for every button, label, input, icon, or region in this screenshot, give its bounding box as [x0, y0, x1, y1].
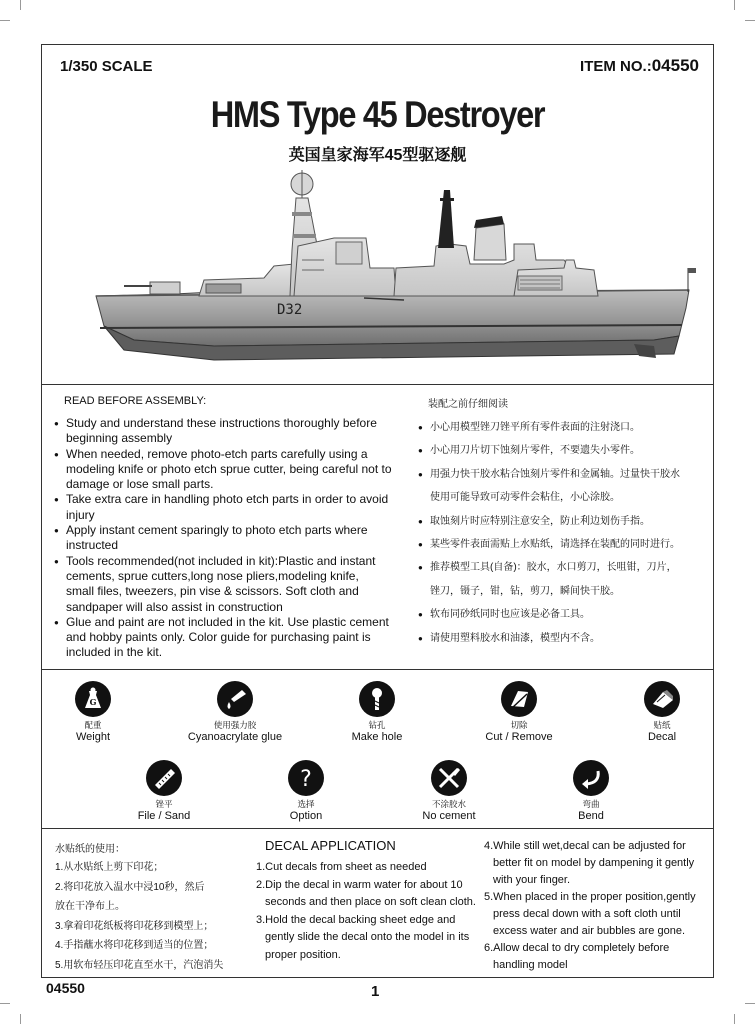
- list-item: ● 小心用刀片切下蚀刻片零件，不要遗失小零件。: [418, 439, 704, 462]
- symbol-weight: G 配重 Weight: [28, 681, 158, 744]
- list-item: 放在干净布上。: [55, 901, 125, 912]
- decal-steps-cn: [55, 858, 223, 975]
- scale-label: 1/350 SCALE: [60, 58, 153, 75]
- no-cement-icon: [431, 760, 467, 796]
- read-before-title-cn: 装配之前仔细阅读: [428, 399, 508, 410]
- list-item: ● Study and understand these instructions thoroughly before beginning assembly: [54, 416, 408, 447]
- divider: [41, 669, 714, 670]
- crop-mark: [745, 1003, 755, 1004]
- list-item: 2.Dip the decal in warm water for about 10 seconds and then place on soft clean cloth.: [256, 878, 476, 908]
- list-item: ● Take extra care in handling photo etch parts in order to avoid injury: [54, 492, 408, 523]
- question-icon: [288, 760, 324, 796]
- page-subtitle-cn: 英国皇家海军45型驱逐舰: [288, 147, 467, 164]
- list-item: 4.While still wet,decal can be adjusted for better fit on model by dampening it gently with your finger.: [484, 840, 695, 886]
- list-item: 5.When placed in the proper position,gently press decal down with a soft cloth until excess water and air bubbles are gone.: [484, 891, 696, 937]
- decal-application-title: DECAL APPLICATION: [265, 838, 396, 853]
- crop-mark: [20, 0, 21, 10]
- list-item: 2.将印花放入温水中浸10秒，然后: [55, 881, 205, 893]
- crop-mark: [734, 1014, 735, 1024]
- list-item: 4.手指蘸水将印花移到适当的位置；: [55, 940, 214, 951]
- svg-text:G: G: [89, 697, 97, 707]
- list-item: ● 用强力快干胶水粘合蚀刻片零件和金属轴。过量快干胶水 使用可能导致可动零件会粘住，小心涂胶。: [418, 463, 704, 510]
- decal-icon: [644, 681, 680, 717]
- symbol-no-cement: 不涂胶水 No cement: [384, 760, 514, 823]
- symbol-decal: 贴纸 Decal: [597, 681, 727, 744]
- weight-icon: [75, 681, 111, 717]
- list-item: ● 小心用模型锉刀锉平所有零件表面的注射浇口。: [418, 416, 704, 439]
- symbol-cut: 切除 Cut / Remove: [454, 681, 584, 744]
- symbol-option: ? 选择 Option: [241, 760, 371, 823]
- symbol-bend: 弯曲 Bend: [526, 760, 656, 823]
- item-number-label: [580, 56, 699, 76]
- page-number: 1: [371, 983, 380, 1000]
- list-item: ● 软布同砂纸同时也应该是必备工具。: [418, 603, 704, 626]
- glue-drop-icon: [217, 681, 253, 717]
- read-before-list-cn: [418, 416, 704, 650]
- divider: [41, 828, 714, 829]
- list-item: ● 推荐模型工具(自备)：胶水，水口剪刀，长咀钳，刀片， 锉刀，镊子，钳，钻，剪刀，瞬间快干胶。: [418, 556, 704, 603]
- crop-mark: [0, 1003, 10, 1004]
- item-number: 04550: [651, 56, 699, 75]
- decal-steps-left: [256, 859, 484, 964]
- decal-steps-right: [484, 838, 710, 974]
- list-item: 3.拿着印花纸板将印花移到模型上；: [55, 920, 214, 932]
- list-item: ● 请使用塑料胶水和油漆，模型内不含。: [418, 627, 704, 650]
- destroyer-illustration: [94, 168, 704, 368]
- list-item: 6.Allow decal to dry completely before handling model: [484, 942, 670, 971]
- symbol-file: 锉平 File / Sand: [99, 760, 229, 823]
- list-item: ● Tools recommended(not included in kit):Plastic and instant cements, sprue cutters,long nose pliers,modeling knife, small files, tweezers, pin vise & scissors. Soft cloth and sandpaper will also assist in construction: [54, 554, 408, 615]
- symbol-drill: 钻孔 Make hole: [312, 681, 442, 744]
- crop-mark: [745, 20, 755, 21]
- list-item: ● 取蚀刻片时应特别注意安全，防止利边划伤手指。: [418, 510, 704, 533]
- footer-item-number: 04550: [46, 980, 85, 996]
- knife-cut-icon: [501, 681, 537, 717]
- item-label: ITEM NO.:: [580, 58, 652, 75]
- list-item: ● When needed, remove photo-etch parts carefully using a modeling knife or photo etch sprue cutter, being careful not to damage or lose small parts.: [54, 447, 408, 493]
- drill-icon: [359, 681, 395, 717]
- crop-mark: [734, 0, 735, 10]
- file-icon: [146, 760, 182, 796]
- list-item: 1.从水贴纸上剪下印花；: [55, 862, 164, 873]
- decal-title-cn: 水贴纸的使用：: [55, 844, 125, 855]
- divider: [41, 384, 714, 385]
- list-item: 5.用软布轻压印花直至水干，汽泡消失: [55, 959, 224, 971]
- list-item: ● Apply instant cement sparingly to photo etch parts where instructed: [54, 523, 408, 554]
- crop-mark: [20, 1014, 21, 1024]
- bend-icon: [573, 760, 609, 796]
- hull-number: D32: [277, 302, 303, 318]
- list-item: 1.Cut decals from sheet as needed: [256, 861, 427, 873]
- list-item: ● Glue and paint are not included in the kit. Use plastic cement and hobby paints only. Color guide for purchasing paint is included in the kit.: [54, 615, 408, 661]
- read-before-title: READ BEFORE ASSEMBLY:: [64, 395, 207, 407]
- svg-text:?: ?: [300, 767, 312, 791]
- crop-mark: [0, 20, 10, 21]
- list-item: 3.Hold the decal backing sheet edge and gently slide the decal onto the model in its proper position.: [256, 913, 470, 961]
- page-title: HMS Type 45 Destroyer: [210, 94, 545, 135]
- read-before-list: [54, 416, 408, 661]
- list-item: ● 某些零件表面需贴上水贴纸，请选择在装配的同时进行。: [418, 533, 704, 556]
- symbol-glue: 使用强力胶 Cyanoacrylate glue: [170, 681, 300, 744]
